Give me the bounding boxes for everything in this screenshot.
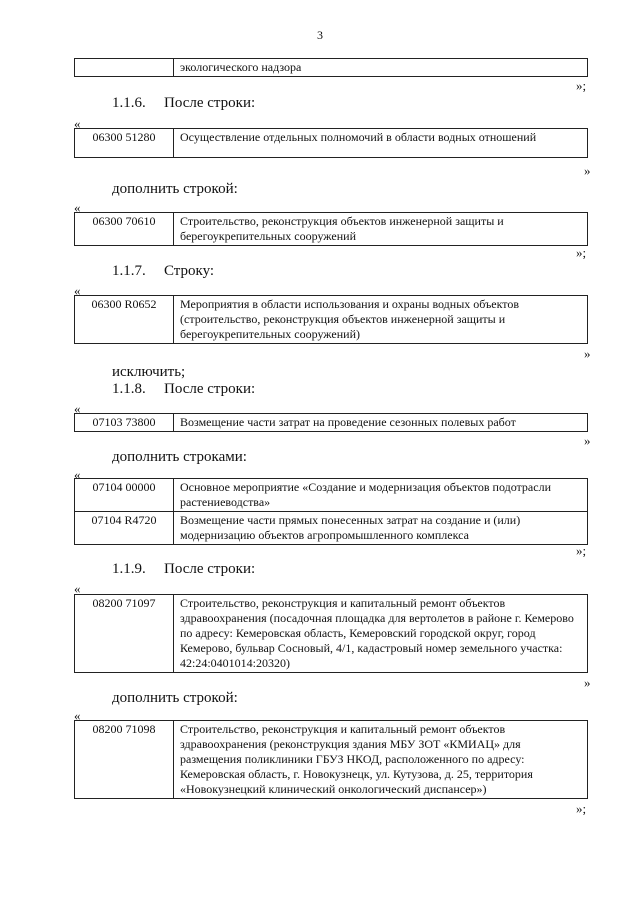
- closing-quote: »;: [576, 78, 587, 93]
- closing-quote: »: [584, 163, 591, 178]
- section-heading-1-1-9: [112, 561, 255, 578]
- text-cell: Строительство, реконструкция и капитальный ремонт объектов здравоохранения (посадочная площадка для вертолетов в районе г. Кемерово по адресу: Кемеровская область, Кемеровский городской округ, город Кемерово, бульвар Сосновый, 4/1, кадастровый номер земельного участка: 42:24:0401014:20320): [174, 595, 588, 673]
- add-line-label: дополнить строкой:: [112, 690, 238, 706]
- closing-quote: »: [584, 346, 591, 361]
- code-cell: [75, 59, 174, 77]
- add-line-label: дополнить строкой:: [112, 181, 238, 197]
- section-label: После строки:: [164, 95, 256, 111]
- code-cell: 08200 71097: [75, 595, 174, 673]
- section-heading-1-1-8: [112, 381, 255, 398]
- section-label: Строку:: [164, 263, 215, 279]
- text-cell: Строительство, реконструкция и капитальный ремонт объектов здравоохранения (реконструкция здания МБУ ЗОТ «КМИАЦ» для размещения поликлиники ГБУЗ НКОД, расположенного по адресу: Кемеровская область, г. Новокузнецк, ул. Кутузова, д. 25, территория «Новокузнецкий клинический онкологический диспансер»): [174, 721, 588, 799]
- opening-quote: «: [74, 283, 81, 298]
- table-row: [75, 721, 588, 799]
- table-1-1-8: [74, 413, 588, 432]
- table-row: [75, 595, 588, 673]
- opening-quote: «: [74, 116, 81, 131]
- exclude-label: исключить;: [112, 364, 186, 380]
- text-cell: Возмещение части затрат на проведение сезонных полевых работ: [174, 414, 588, 432]
- opening-quote: «: [74, 401, 81, 416]
- opening-quote: «: [74, 581, 81, 596]
- code-cell: 07104 00000: [75, 479, 174, 512]
- opening-quote: «: [74, 708, 81, 723]
- page-number: 3: [317, 28, 323, 42]
- section-number: 1.1.9.: [112, 561, 146, 577]
- table-1-1-7: [74, 295, 588, 344]
- closing-quote: »;: [576, 245, 587, 260]
- table-top: [74, 58, 588, 77]
- closing-quote: »: [584, 433, 591, 448]
- code-cell: 07103 73800: [75, 414, 174, 432]
- text-cell: Основное мероприятие «Создание и модернизация объектов подотрасли растениеводства»: [174, 479, 588, 512]
- text-cell: экологического надзора: [174, 59, 588, 77]
- table-row: [75, 129, 588, 158]
- section-number: 1.1.8.: [112, 381, 146, 397]
- section-label: После строки:: [164, 561, 256, 577]
- table-row: [75, 479, 588, 512]
- table-1-1-9: [74, 594, 588, 673]
- code-cell: 08200 71098: [75, 721, 174, 799]
- table-row: [75, 213, 588, 246]
- section-number: 1.1.6.: [112, 95, 146, 111]
- table-row: [75, 59, 588, 77]
- text-cell: Осуществление отдельных полномочий в области водных отношений: [174, 129, 588, 158]
- closing-quote: »;: [576, 543, 587, 558]
- text-cell: Возмещение части прямых понесенных затрат на создание и (или) модернизацию объектов агропромышленного комплекса: [174, 512, 588, 545]
- table-row: [75, 512, 588, 545]
- add-lines-label: дополнить строками:: [112, 449, 247, 465]
- opening-quote: «: [74, 200, 81, 215]
- table-1-1-9-add: [74, 720, 588, 799]
- code-cell: 06300 R0652: [75, 296, 174, 344]
- code-cell: 06300 51280: [75, 129, 174, 158]
- code-cell: 06300 70610: [75, 213, 174, 246]
- text-cell: Строительство, реконструкция объектов инженерной защиты и берегоукрепительных сооружений: [174, 213, 588, 246]
- code-cell: 07104 R4720: [75, 512, 174, 545]
- section-heading-1-1-6: [112, 95, 255, 112]
- opening-quote: «: [74, 467, 81, 482]
- section-heading-1-1-7: [112, 263, 214, 280]
- table-row: [75, 414, 588, 432]
- table-row: [75, 296, 588, 344]
- table-1-1-6-add: [74, 212, 588, 246]
- text-cell: Мероприятия в области использования и охраны водных объектов (строительство, реконструкция объектов инженерной защиты и берегоукрепительных сооружений): [174, 296, 588, 344]
- section-number: 1.1.7.: [112, 263, 146, 279]
- section-label: После строки:: [164, 381, 256, 397]
- closing-quote: »;: [576, 801, 587, 816]
- table-1-1-8-add: [74, 478, 588, 545]
- table-1-1-6: [74, 128, 588, 158]
- closing-quote: »: [584, 675, 591, 690]
